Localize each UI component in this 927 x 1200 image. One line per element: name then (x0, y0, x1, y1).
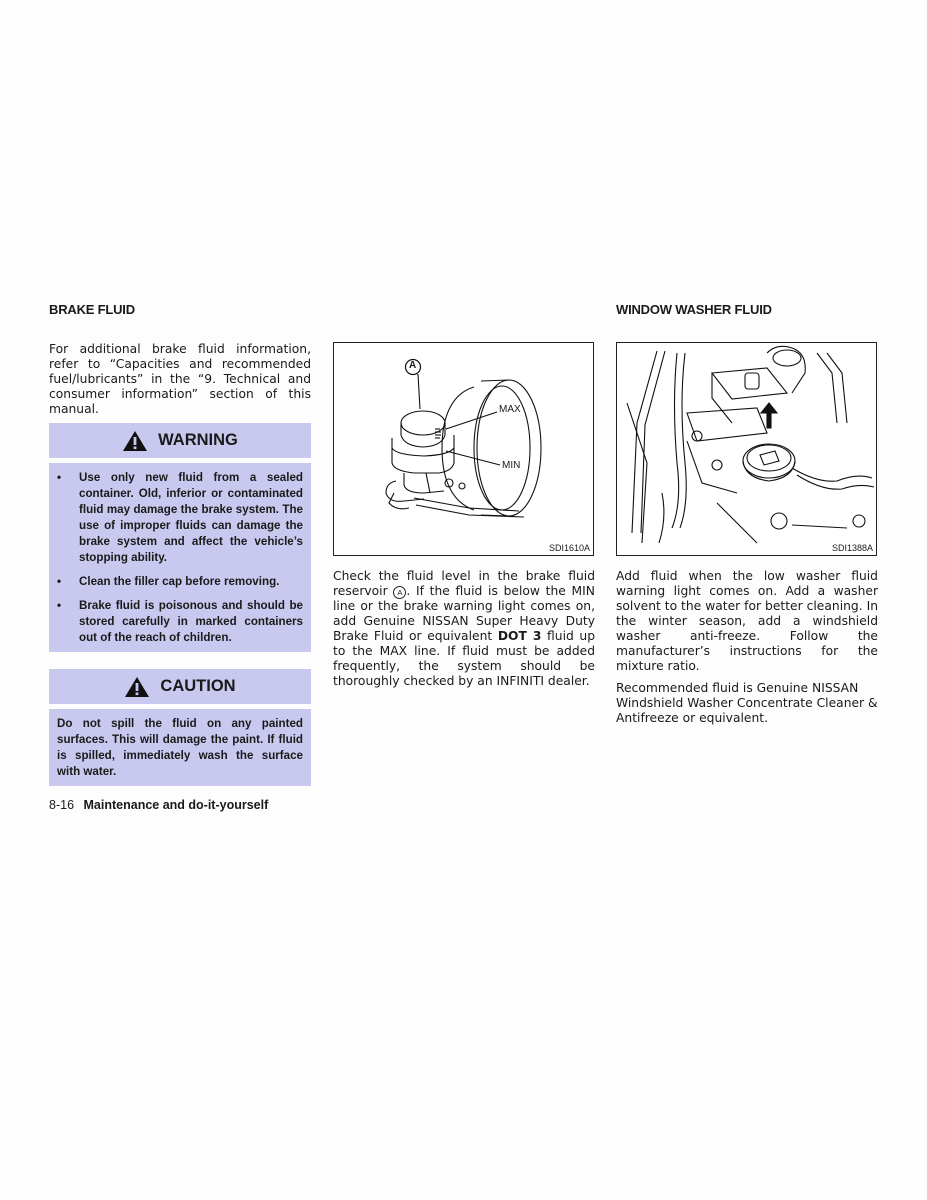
warning-item (57, 598, 303, 646)
bullet-marker: • (57, 575, 62, 588)
dot3-label: DOT 3 (497, 629, 542, 643)
check-text-part1: Check the fluid level in the brake fluid reservoir (333, 569, 595, 598)
washer-text (616, 569, 878, 726)
washer-reservoir-figure (616, 342, 877, 556)
page-number: 8-16 (49, 798, 75, 812)
brake-figure-column (333, 342, 595, 689)
warning-item (57, 470, 303, 566)
reservoir-ref-marker: A (393, 586, 406, 599)
brake-check-text (333, 569, 595, 689)
footer-section-title: Maintenance and do-it-yourself (83, 798, 269, 812)
warning-item-text: Brake fluid is poisonous and should be stored carefully in marked containers out of the reach of children. (79, 599, 303, 644)
caution-box (49, 669, 311, 786)
caution-label: CAUTION (160, 677, 236, 695)
brake-fluid-title: BRAKE FLUID (49, 302, 135, 317)
washer-reservoir-illustration (617, 343, 876, 555)
warning-icon (122, 430, 148, 452)
brake-fluid-column (49, 302, 311, 786)
warning-item-text: Use only new fluid from a sealed container. Old, inferior or contaminated fluid may damage the brake system. The use of improper fluids can damage the brake system and affect the vehicle’s stopping ability. (79, 471, 303, 564)
warning-item-text: Clean the filler cap before removing. (79, 575, 280, 588)
warning-header (49, 423, 311, 458)
page-footer (49, 798, 268, 812)
figure-code: SDI1610A (548, 543, 590, 553)
washer-fluid-title: WINDOW WASHER FLUID (616, 302, 772, 317)
brake-fluid-intro: For additional brake fluid information, refer to “Capacities and recommended fuel/lubricants” in the “9. Technical and consumer information” section of this manual. (49, 342, 311, 416)
warning-body (49, 463, 311, 652)
warning-item (57, 574, 303, 590)
bullet-marker: • (57, 599, 62, 612)
washer-fluid-column (616, 302, 878, 733)
figure-callout-a: A (409, 360, 417, 371)
check-text-part2: . If the fluid is below the MIN line or the brake warning light comes on, add Genuine NISSAN Super Heavy Duty Brake Fluid or equivalent (333, 584, 595, 643)
caution-header (49, 669, 311, 704)
max-label: MAX (499, 404, 521, 415)
check-text-part3: fluid up to the MAX line. If fluid must be added frequently, the system should be thoroughly checked by an INFINITI dealer. (333, 629, 596, 688)
brake-reservoir-illustration (334, 343, 593, 555)
washer-para-2: Recommended fluid is Genuine NISSAN Windshield Washer Concentrate Cleaner & Antifreeze or equivalent. (616, 681, 878, 725)
caution-icon (124, 676, 150, 698)
figure-code: SDI1388A (831, 543, 873, 553)
brake-reservoir-figure (333, 342, 594, 556)
min-label: MIN (502, 460, 521, 471)
bullet-marker: • (57, 471, 62, 484)
warning-label: WARNING (158, 431, 238, 449)
caution-text: Do not spill the fluid on any painted surfaces. This will damage the paint. If fluid is spilled, immediately wash the surface with water. (49, 709, 311, 786)
warning-box (49, 423, 311, 652)
washer-para-1: Add fluid when the low washer fluid warning light comes on. Add a washer solvent to the water for better cleaning. In the winter season, add a windshield washer anti-freeze. Follow the manufacturer’s instructions for the mixture ratio. (616, 569, 878, 673)
